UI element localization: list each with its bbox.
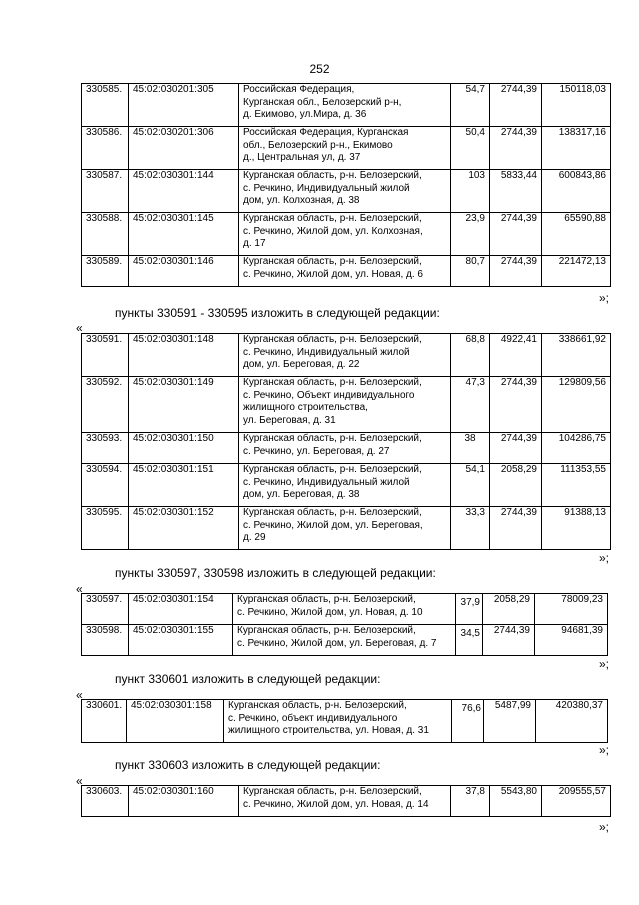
address: Российская Федерация, Курганская обл., Белозерский р-н., Екимово д., Центральная ул, д. 37 xyxy=(239,127,451,170)
cadastral-number: 45:02:030301:146 xyxy=(129,256,239,287)
row-number: 330587. xyxy=(82,170,129,213)
row-number: 330586. xyxy=(82,127,129,170)
cadastral-number: 45:02:030301:160 xyxy=(129,786,239,817)
row-number: 330592. xyxy=(82,377,129,433)
address: Курганская область, р-н. Белозерский, с. Речкино, Объект индивидуального жилищного строительства, ул. Береговая, д. 31 xyxy=(239,377,451,433)
cadastral-value: 338661,92 xyxy=(542,334,611,377)
row-number: 330603. xyxy=(82,786,129,817)
rate: 2744,39 xyxy=(490,256,542,287)
rate: 2744,39 xyxy=(490,84,542,127)
cadastral-value: 209555,57 xyxy=(542,786,611,817)
cadastral-value: 138317,16 xyxy=(542,127,611,170)
address: Курганская область, р-н. Белозерский, с. Речкино, Индивидуальный жилой дом, ул. Береговая, д. 22 xyxy=(239,334,451,377)
rate: 2744,39 xyxy=(490,507,542,550)
table-row xyxy=(82,256,611,287)
row-number: 330589. xyxy=(82,256,129,287)
table-row xyxy=(82,127,611,170)
rate: 2058,29 xyxy=(490,464,542,507)
table-row xyxy=(82,334,611,377)
area: 37,9 xyxy=(456,594,483,625)
cadastral-number: 45:02:030301:149 xyxy=(129,377,239,433)
table-row xyxy=(82,213,611,256)
area: 54,7 xyxy=(451,84,490,127)
address: Курганская область, р-н. Белозерский, с. Речкино, Жилой дом, ул. Береговая, д. 7 xyxy=(233,625,456,656)
rate: 2744,39 xyxy=(483,625,535,656)
address: Курганская область, р-н. Белозерский, с. Речкино, Жилой дом, ул. Береговая, д. 29 xyxy=(239,507,451,550)
cadastral-number: 45:02:030301:144 xyxy=(129,170,239,213)
cadastral-value: 104286,75 xyxy=(542,433,611,464)
address: Курганская область, р-н. Белозерский, с. Речкино, Индивидуальный жилой дом, ул. Береговая, д. 38 xyxy=(239,464,451,507)
amendment-paragraph: пункты 330597, 330598 изложить в следующей редакции: xyxy=(115,566,436,580)
cadastral-value: 150118,03 xyxy=(542,84,611,127)
closing-quote: »; xyxy=(598,657,609,671)
cadastral-value: 91388,13 xyxy=(542,507,611,550)
area: 34,5 xyxy=(456,625,483,656)
opening-quote: « xyxy=(76,774,83,788)
table-row xyxy=(82,594,608,625)
cadastral-number: 45:02:030201:306 xyxy=(129,127,239,170)
address: Курганская область, р-н. Белозерский, с. Речкино, Жилой дом, ул. Новая, д. 6 xyxy=(239,256,451,287)
property-table-5 xyxy=(81,785,611,817)
rate: 2744,39 xyxy=(490,213,542,256)
rate: 2744,39 xyxy=(490,433,542,464)
page-number: 252 xyxy=(309,62,330,76)
cadastral-value: 420380,37 xyxy=(536,700,608,743)
cadastral-value: 221472,13 xyxy=(542,256,611,287)
property-table-4 xyxy=(81,699,608,743)
row-number: 330591. xyxy=(82,334,129,377)
closing-quote: »; xyxy=(598,551,609,565)
rate: 2744,39 xyxy=(490,377,542,433)
address: Российская Федерация, Курганская обл., Белозерский р-н, д. Екимово, ул.Мира, д. 36 xyxy=(239,84,451,127)
row-number: 330595. xyxy=(82,507,129,550)
cadastral-number: 45:02:030301:151 xyxy=(129,464,239,507)
table-row xyxy=(82,700,608,743)
table-row xyxy=(82,507,611,550)
table-row xyxy=(82,433,611,464)
cadastral-number: 45:02:030301:152 xyxy=(129,507,239,550)
rate: 5543,80 xyxy=(490,786,542,817)
cadastral-number: 45:02:030301:145 xyxy=(129,213,239,256)
cadastral-value: 111353,55 xyxy=(542,464,611,507)
table-row xyxy=(82,786,611,817)
area: 68,8 xyxy=(451,334,490,377)
address: Курганская область, р-н. Белозерский, с. Речкино, Индивидуальный жилой дом, ул. Колхозная, д. 38 xyxy=(239,170,451,213)
row-number: 330594. xyxy=(82,464,129,507)
address: Курганская область, р-н. Белозерский, с. Речкино, объект индивидуального жилищного строительства, ул. Новая, д. 31 xyxy=(224,700,452,743)
rate: 5487,99 xyxy=(484,700,536,743)
cadastral-value: 94681,39 xyxy=(535,625,608,656)
closing-quote: »; xyxy=(598,820,609,834)
area: 54,1 xyxy=(451,464,490,507)
opening-quote: « xyxy=(76,321,83,335)
area: 103 xyxy=(451,170,490,213)
area: 37,8 xyxy=(451,786,490,817)
area: 38 xyxy=(451,433,490,464)
area: 80,7 xyxy=(451,256,490,287)
cadastral-number: 45:02:030201:305 xyxy=(129,84,239,127)
address: Курганская область, р-н. Белозерский, с. Речкино, Жилой дом, ул. Новая, д. 10 xyxy=(233,594,456,625)
closing-quote: »; xyxy=(598,743,609,757)
table-row xyxy=(82,377,611,433)
table-row xyxy=(82,625,608,656)
amendment-paragraph: пункт 330601 изложить в следующей редакции: xyxy=(115,672,381,686)
table-row xyxy=(82,170,611,213)
table-row xyxy=(82,464,611,507)
row-number: 330601. xyxy=(82,700,127,743)
row-number: 330585. xyxy=(82,84,129,127)
cadastral-value: 65590,88 xyxy=(542,213,611,256)
row-number: 330597. xyxy=(82,594,129,625)
rate: 2744,39 xyxy=(490,127,542,170)
area: 50,4 xyxy=(451,127,490,170)
area: 33,3 xyxy=(451,507,490,550)
property-table-2 xyxy=(81,333,611,550)
area: 76,6 xyxy=(452,700,484,743)
address: Курганская область, р-н. Белозерский, с. Речкино, Жилой дом, ул. Новая, д. 14 xyxy=(239,786,451,817)
opening-quote: « xyxy=(76,688,83,702)
area: 23,9 xyxy=(451,213,490,256)
address: Курганская область, р-н. Белозерский, с. Речкино, Жилой дом, ул. Колхозная, д. 17 xyxy=(239,213,451,256)
cadastral-number: 45:02:030301:148 xyxy=(129,334,239,377)
row-number: 330588. xyxy=(82,213,129,256)
rate: 5833,44 xyxy=(490,170,542,213)
opening-quote: « xyxy=(76,582,83,596)
amendment-paragraph: пункт 330603 изложить в следующей редакции: xyxy=(115,758,381,772)
amendment-paragraph: пункты 330591 - 330595 изложить в следующей редакции: xyxy=(115,306,440,320)
cadastral-value: 129809,56 xyxy=(542,377,611,433)
cadastral-number: 45:02:030301:158 xyxy=(127,700,224,743)
property-table-1 xyxy=(81,83,611,287)
closing-quote: »; xyxy=(598,291,609,305)
cadastral-number: 45:02:030301:150 xyxy=(129,433,239,464)
cadastral-value: 78009,23 xyxy=(535,594,608,625)
area: 47,3 xyxy=(451,377,490,433)
cadastral-number: 45:02:030301:155 xyxy=(129,625,233,656)
address: Курганская область, р-н. Белозерский, с. Речкино, ул. Береговая, д. 27 xyxy=(239,433,451,464)
rate: 2058,29 xyxy=(483,594,535,625)
row-number: 330598. xyxy=(82,625,129,656)
rate: 4922,41 xyxy=(490,334,542,377)
cadastral-value: 600843,86 xyxy=(542,170,611,213)
cadastral-number: 45:02:030301:154 xyxy=(129,594,233,625)
property-table-3 xyxy=(81,593,608,656)
row-number: 330593. xyxy=(82,433,129,464)
table-row xyxy=(82,84,611,127)
